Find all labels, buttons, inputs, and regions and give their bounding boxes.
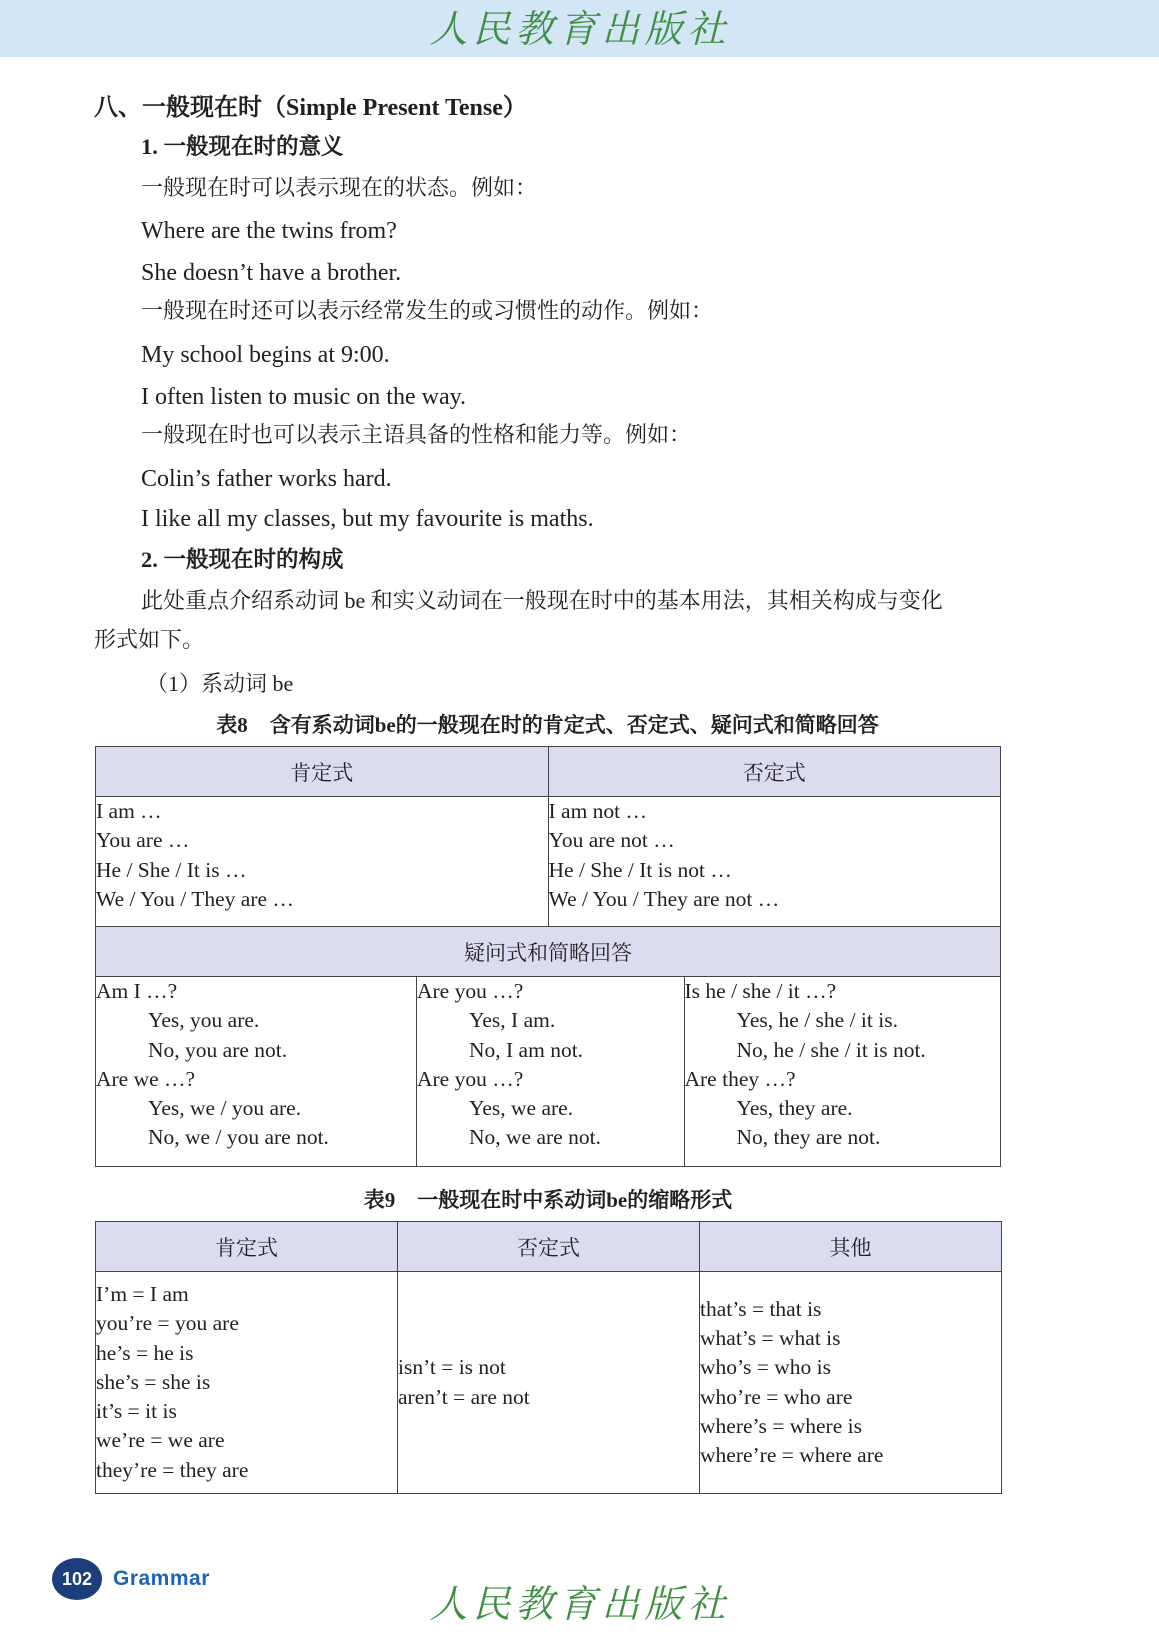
question-cell	[417, 977, 685, 1167]
short-answer-no: No, we are not.	[469, 1125, 601, 1150]
section-label: Grammar	[113, 1567, 210, 1590]
formation-paragraph-line: 形式如下。	[94, 627, 205, 652]
example-sentence: My school begins at 9:00.	[141, 342, 390, 368]
short-answer-no: No, he / she / it is not.	[736, 1037, 926, 1062]
negative-cell	[548, 797, 1001, 927]
affirmative-cell	[96, 797, 549, 927]
negative-contractions-cell	[398, 1272, 700, 1494]
contraction: that’s = that is	[700, 1296, 822, 1321]
table-caption-text: 一般现在时中系动词be的缩略形式	[417, 1188, 733, 1212]
publisher-logo-top: 人民教育出版社	[429, 7, 731, 51]
contraction: he’s = he is	[96, 1340, 194, 1365]
short-answer-yes: Yes, he / she / it is.	[736, 1008, 898, 1033]
affirmative-form: We / You / They are …	[96, 886, 294, 911]
question-form: Is he / she / it …?	[684, 979, 837, 1003]
contraction: where’re = where are	[700, 1443, 884, 1468]
column-header-other: 其他	[700, 1222, 1002, 1272]
question-form: Am I …?	[96, 979, 178, 1003]
subsection-heading-meaning: 1. 一般现在时的意义	[141, 134, 344, 159]
page-number: 102	[61, 1569, 93, 1589]
example-sentence: I often listen to music on the way.	[141, 384, 467, 410]
short-answer-no: No, you are not.	[148, 1037, 288, 1062]
table-caption-text: 含有系动词be的一般现在时的肯定式、否定式、疑问式和简略回答	[269, 713, 879, 737]
usage-intro: 一般现在时也可以表示主语具备的性格和能力等。例如：	[141, 422, 692, 447]
section-header-questions: 疑问式和简略回答	[96, 927, 1001, 977]
contraction: who’s = who is	[700, 1355, 831, 1380]
table-9-caption	[95, 1185, 1001, 1215]
contraction: you’re = you are	[96, 1311, 239, 1336]
negative-form: We / You / They are not …	[548, 886, 780, 911]
short-answer-no: No, they are not.	[736, 1125, 881, 1150]
contraction: what’s = what is	[700, 1325, 841, 1350]
affirmative-contractions-cell	[96, 1272, 398, 1494]
contraction: who’re = who are	[700, 1384, 853, 1409]
short-answer-yes: Yes, they are.	[736, 1096, 853, 1121]
page-number-badge	[52, 1558, 102, 1600]
contraction: we’re = we are	[96, 1428, 225, 1453]
column-header-negative: 否定式	[548, 747, 1001, 797]
negative-form: He / She / It is not …	[548, 857, 732, 882]
contraction: they’re = they are	[96, 1457, 249, 1482]
question-form: Are we …?	[96, 1066, 196, 1091]
section-title: 八、一般现在时（Simple Present Tense）	[94, 95, 527, 121]
contraction: she’s = she is	[96, 1369, 211, 1394]
column-header-affirmative: 肯定式	[96, 747, 549, 797]
top-banner	[0, 0, 1159, 57]
usage-intro: 一般现在时可以表示现在的状态。例如：	[141, 175, 538, 200]
short-answer-yes: Yes, you are.	[148, 1008, 260, 1033]
other-contractions-cell	[700, 1272, 1002, 1494]
affirmative-form: I am …	[96, 799, 162, 823]
example-sentence: I like all my classes, but my favourite is maths.	[141, 506, 594, 532]
contraction: it’s = it is	[96, 1399, 177, 1424]
example-sentence: Where are the twins from?	[141, 218, 397, 244]
contraction: aren’t = are not	[398, 1384, 530, 1409]
contraction: where’s = where is	[700, 1413, 862, 1438]
table-label: 表8	[216, 713, 248, 737]
negative-form: I am not …	[548, 799, 648, 823]
column-header-affirmative: 肯定式	[96, 1222, 398, 1272]
affirmative-form: You are …	[96, 828, 190, 853]
contraction: I’m = I am	[96, 1281, 189, 1306]
question-form: Are you …?	[417, 979, 524, 1003]
question-form: Are you …?	[417, 1066, 524, 1091]
example-sentence: She doesn’t have a brother.	[141, 260, 402, 286]
table-label: 表9	[363, 1188, 396, 1212]
subheading-linking-verb-be: （1）系动词 be	[146, 671, 294, 696]
table-8-caption	[95, 710, 1000, 740]
subsection-heading-formation: 2. 一般现在时的构成	[141, 547, 344, 572]
negative-form: You are not …	[548, 828, 675, 853]
short-answer-no: No, I am not.	[469, 1037, 584, 1062]
table-8-be-forms	[95, 746, 1001, 1167]
column-header-negative: 否定式	[398, 1222, 700, 1272]
question-form: Are they …?	[684, 1066, 796, 1091]
table-9-be-contractions	[95, 1221, 1002, 1494]
publisher-logo-bottom: 人民教育出版社	[429, 1582, 731, 1626]
short-answer-no: No, we / you are not.	[148, 1125, 329, 1150]
short-answer-yes: Yes, I am.	[469, 1008, 556, 1033]
contraction: isn’t = is not	[398, 1355, 506, 1380]
example-sentence: Colin’s father works hard.	[141, 466, 392, 492]
short-answer-yes: Yes, we are.	[469, 1096, 574, 1121]
question-cell	[96, 977, 417, 1167]
usage-intro: 一般现在时还可以表示经常发生的或习惯性的动作。例如：	[141, 298, 714, 323]
affirmative-form: He / She / It is …	[96, 857, 247, 882]
short-answer-yes: Yes, we / you are.	[148, 1096, 302, 1121]
question-cell	[684, 977, 1001, 1167]
formation-paragraph-line: 此处重点介绍系动词 be 和实义动词在一般现在时中的基本用法，其相关构成与变化	[141, 588, 943, 613]
